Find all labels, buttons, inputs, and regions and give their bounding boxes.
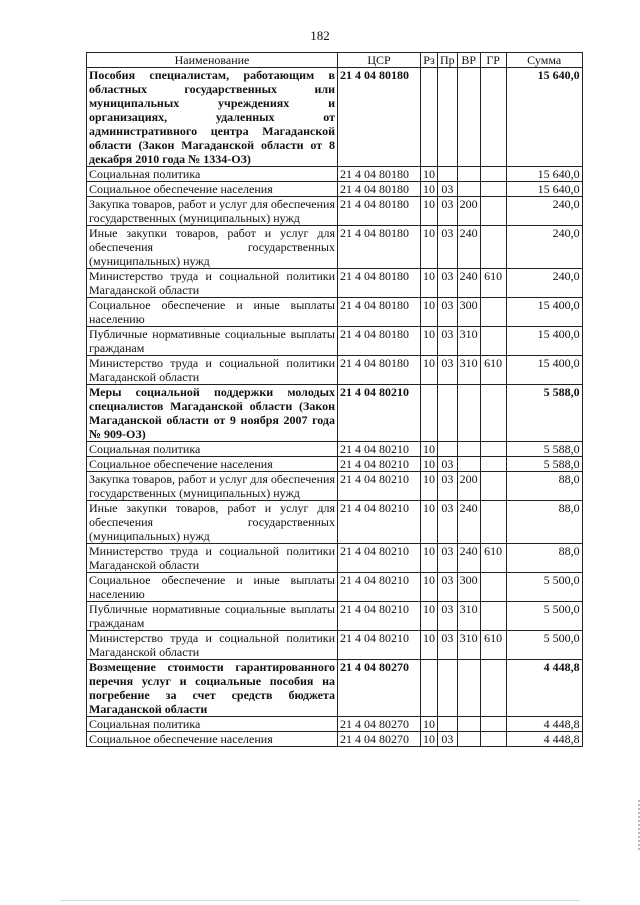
cell-csr: 21 4 04 80210 (338, 385, 421, 442)
table-row (87, 442, 583, 457)
cell-rz: 10 (421, 226, 438, 269)
cell-csr: 21 4 04 80210 (338, 501, 421, 544)
cell-vr (457, 68, 480, 167)
cell-sum: 5 500,0 (506, 631, 582, 660)
table-header-row (87, 53, 583, 68)
cell-name: Министерство труда и социальной политики Магаданской области (87, 269, 338, 298)
cell-pr: 03 (438, 732, 458, 747)
cell-rz: 10 (421, 327, 438, 356)
cell-vr (457, 442, 480, 457)
cell-pr: 03 (438, 457, 458, 472)
cell-name: Министерство труда и социальной политики Магаданской области (87, 631, 338, 660)
cell-csr: 21 4 04 80210 (338, 602, 421, 631)
cell-name: Социальное обеспечение и иные выплаты населению (87, 298, 338, 327)
table-row (87, 167, 583, 182)
cell-vr (457, 732, 480, 747)
cell-vr (457, 167, 480, 182)
table-row (87, 472, 583, 501)
cell-pr: 03 (438, 602, 458, 631)
table-row (87, 269, 583, 298)
cell-csr: 21 4 04 80210 (338, 457, 421, 472)
cell-sum: 240,0 (506, 226, 582, 269)
cell-csr: 21 4 04 80180 (338, 298, 421, 327)
cell-csr: 21 4 04 80180 (338, 68, 421, 167)
cell-pr: 03 (438, 544, 458, 573)
cell-pr: 03 (438, 182, 458, 197)
cell-gr (480, 298, 506, 327)
cell-gr (480, 457, 506, 472)
table-row (87, 197, 583, 226)
cell-pr: 03 (438, 573, 458, 602)
table-row (87, 631, 583, 660)
cell-sum: 15 640,0 (506, 68, 582, 167)
cell-gr (480, 385, 506, 442)
cell-vr: 300 (457, 298, 480, 327)
cell-gr: 610 (480, 356, 506, 385)
cell-vr: 240 (457, 226, 480, 269)
cell-csr: 21 4 04 80210 (338, 472, 421, 501)
cell-gr (480, 732, 506, 747)
cell-vr: 200 (457, 197, 480, 226)
cell-pr (438, 660, 458, 717)
cell-vr: 310 (457, 356, 480, 385)
cell-pr: 03 (438, 298, 458, 327)
table-row (87, 298, 583, 327)
cell-csr: 21 4 04 80210 (338, 544, 421, 573)
cell-sum: 5 500,0 (506, 573, 582, 602)
cell-csr: 21 4 04 80210 (338, 631, 421, 660)
cell-gr: 610 (480, 269, 506, 298)
cell-vr: 310 (457, 327, 480, 356)
cell-name: Иные закупки товаров, работ и услуг для обеспечения государственных (муниципальных) нужд (87, 226, 338, 269)
cell-gr (480, 717, 506, 732)
cell-name: Социальная политика (87, 167, 338, 182)
cell-csr: 21 4 04 80270 (338, 717, 421, 732)
cell-csr: 21 4 04 80180 (338, 269, 421, 298)
cell-vr: 200 (457, 472, 480, 501)
table-row (87, 182, 583, 197)
cell-rz: 10 (421, 472, 438, 501)
table-row (87, 226, 583, 269)
cell-gr (480, 167, 506, 182)
cell-sum: 240,0 (506, 197, 582, 226)
cell-vr: 240 (457, 544, 480, 573)
cell-rz: 10 (421, 269, 438, 298)
header-pr: Пр (438, 53, 458, 68)
cell-pr: 03 (438, 197, 458, 226)
cell-sum: 15 400,0 (506, 327, 582, 356)
cell-rz: 10 (421, 457, 438, 472)
table-row (87, 356, 583, 385)
cell-sum: 88,0 (506, 472, 582, 501)
budget-table (86, 52, 583, 747)
cell-rz: 10 (421, 442, 438, 457)
cell-gr: 610 (480, 544, 506, 573)
header-sum: Сумма (506, 53, 582, 68)
cell-sum: 5 588,0 (506, 442, 582, 457)
cell-rz (421, 660, 438, 717)
cell-name: Возмещение стоимости гарантированного перечня услуг и социальные пособия на погребение за счет средств бюджета Магаданской области (87, 660, 338, 717)
cell-rz (421, 385, 438, 442)
cell-pr: 03 (438, 631, 458, 660)
cell-gr (480, 660, 506, 717)
cell-pr: 03 (438, 501, 458, 544)
cell-csr: 21 4 04 80270 (338, 732, 421, 747)
cell-name: Министерство труда и социальной политики Магаданской области (87, 544, 338, 573)
cell-name: Социальная политика (87, 717, 338, 732)
cell-name: Меры социальной поддержки молодых специалистов Магаданской области (Закон Магаданской области от 9 ноября 2007 года № 909-ОЗ) (87, 385, 338, 442)
cell-name: Министерство труда и социальной политики Магаданской области (87, 356, 338, 385)
cell-gr: 610 (480, 631, 506, 660)
cell-name: Социальное обеспечение населения (87, 182, 338, 197)
cell-rz: 10 (421, 197, 438, 226)
cell-name: Закупка товаров, работ и услуг для обеспечения государственных (муниципальных) нужд (87, 197, 338, 226)
cell-sum: 4 448,8 (506, 732, 582, 747)
cell-name: Социальное обеспечение населения (87, 457, 338, 472)
cell-csr: 21 4 04 80180 (338, 356, 421, 385)
table-row (87, 327, 583, 356)
cell-sum: 15 640,0 (506, 167, 582, 182)
cell-sum: 15 640,0 (506, 182, 582, 197)
cell-name: Пособия специалистам, работающим в областных государственных или муниципальных учреждениях и организациях, удаленных от административного центра Магаданской области (Закон Магаданской области от 8 декабря 2010 года № 1334-ОЗ) (87, 68, 338, 167)
header-gr: ГР (480, 53, 506, 68)
cell-pr (438, 68, 458, 167)
cell-vr (457, 385, 480, 442)
cell-pr: 03 (438, 472, 458, 501)
cell-rz: 10 (421, 356, 438, 385)
cell-sum: 5 500,0 (506, 602, 582, 631)
cell-gr (480, 226, 506, 269)
cell-sum: 88,0 (506, 544, 582, 573)
cell-pr (438, 717, 458, 732)
cell-rz: 10 (421, 631, 438, 660)
cell-rz: 10 (421, 182, 438, 197)
table-body (87, 68, 583, 747)
cell-gr (480, 327, 506, 356)
table-row (87, 457, 583, 472)
cell-gr (480, 472, 506, 501)
table-row (87, 68, 583, 167)
cell-name: Публичные нормативные социальные выплаты гражданам (87, 327, 338, 356)
cell-sum: 5 588,0 (506, 457, 582, 472)
cell-rz: 10 (421, 167, 438, 182)
cell-pr (438, 167, 458, 182)
cell-csr: 21 4 04 80270 (338, 660, 421, 717)
header-name: Наименование (87, 53, 338, 68)
cell-vr: 310 (457, 631, 480, 660)
cell-vr: 300 (457, 573, 480, 602)
cell-gr (480, 68, 506, 167)
cell-gr (480, 501, 506, 544)
cell-gr (480, 573, 506, 602)
cell-vr (457, 457, 480, 472)
cell-sum: 15 400,0 (506, 356, 582, 385)
table-row (87, 544, 583, 573)
cell-name: Социальное обеспечение населения (87, 732, 338, 747)
cell-rz: 10 (421, 573, 438, 602)
cell-gr (480, 197, 506, 226)
cell-vr (457, 717, 480, 732)
cell-name: Иные закупки товаров, работ и услуг для обеспечения государственных (муниципальных) нужд (87, 501, 338, 544)
cell-csr: 21 4 04 80180 (338, 327, 421, 356)
cell-rz: 10 (421, 544, 438, 573)
table-row (87, 717, 583, 732)
cell-sum: 4 448,8 (506, 717, 582, 732)
page-number: 182 (310, 28, 330, 43)
table-row (87, 573, 583, 602)
cell-csr: 21 4 04 80210 (338, 442, 421, 457)
cell-rz (421, 68, 438, 167)
cell-pr: 03 (438, 269, 458, 298)
header-vr: ВР (457, 53, 480, 68)
cell-rz: 10 (421, 717, 438, 732)
binding-mark (632, 800, 640, 850)
footer-line (60, 900, 580, 901)
cell-sum: 5 588,0 (506, 385, 582, 442)
cell-gr (480, 602, 506, 631)
table-row (87, 385, 583, 442)
cell-pr (438, 442, 458, 457)
cell-csr: 21 4 04 80180 (338, 226, 421, 269)
cell-vr: 310 (457, 602, 480, 631)
cell-rz: 10 (421, 732, 438, 747)
cell-gr (480, 442, 506, 457)
cell-vr: 240 (457, 501, 480, 544)
cell-name: Социальная политика (87, 442, 338, 457)
cell-pr: 03 (438, 226, 458, 269)
cell-gr (480, 182, 506, 197)
header-csr: ЦСР (338, 53, 421, 68)
table-row (87, 732, 583, 747)
cell-rz: 10 (421, 602, 438, 631)
cell-vr: 240 (457, 269, 480, 298)
cell-sum: 240,0 (506, 269, 582, 298)
cell-pr: 03 (438, 327, 458, 356)
cell-rz: 10 (421, 501, 438, 544)
cell-pr (438, 385, 458, 442)
cell-name: Публичные нормативные социальные выплаты гражданам (87, 602, 338, 631)
header-rz: Рз (421, 53, 438, 68)
cell-csr: 21 4 04 80180 (338, 167, 421, 182)
cell-pr: 03 (438, 356, 458, 385)
cell-csr: 21 4 04 80210 (338, 573, 421, 602)
cell-sum: 4 448,8 (506, 660, 582, 717)
cell-rz: 10 (421, 298, 438, 327)
cell-name: Социальное обеспечение и иные выплаты населению (87, 573, 338, 602)
table-row (87, 660, 583, 717)
cell-sum: 15 400,0 (506, 298, 582, 327)
table-row (87, 602, 583, 631)
cell-sum: 88,0 (506, 501, 582, 544)
cell-vr (457, 182, 480, 197)
cell-csr: 21 4 04 80180 (338, 182, 421, 197)
cell-name: Закупка товаров, работ и услуг для обеспечения государственных (муниципальных) нужд (87, 472, 338, 501)
table-row (87, 501, 583, 544)
cell-csr: 21 4 04 80180 (338, 197, 421, 226)
cell-vr (457, 660, 480, 717)
